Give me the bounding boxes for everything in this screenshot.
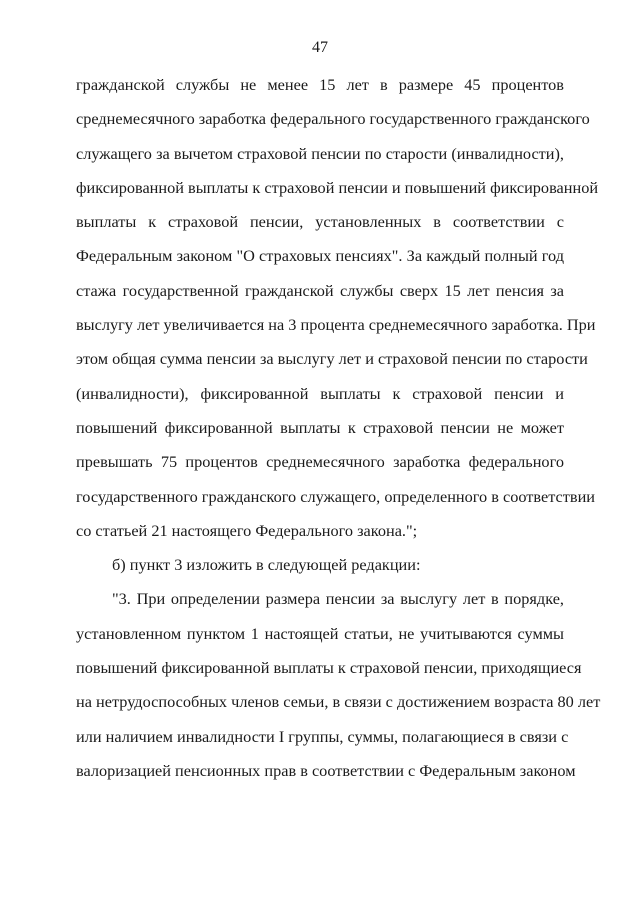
text-line-17: установленном пунктом 1 настоящей статьи, не учитываются суммы <box>76 623 564 643</box>
text-line-6: Федеральным законом "О страховых пенсиях". За каждый полный год <box>76 246 564 266</box>
text-line-12: превышать 75 процентов среднемесячного заработка федерального <box>76 452 564 472</box>
text-line-2: среднемесячного заработка федерального государственного гражданского <box>76 109 590 129</box>
text-line-14: со статьей 21 настоящего Федерального закона."; <box>76 520 418 540</box>
text-line-11: повышений фиксированной выплаты к страховой пенсии не может <box>76 417 564 437</box>
text-line-10: (инвалидности), фиксированной выплаты к страховой пенсии и <box>76 383 564 403</box>
text-line-3: служащего за вычетом страховой пенсии по старости (инвалидности), <box>76 143 564 163</box>
text-line-18: повышений фиксированной выплаты к страховой пенсии, приходящиеся <box>76 658 582 678</box>
text-line-4: фиксированной выплаты к страховой пенсии и повышений фиксированной <box>76 177 599 197</box>
text-line-5: выплаты к страховой пенсии, установленных в соответствии с <box>76 212 564 232</box>
text-line-21: валоризацией пенсионных прав в соответствии с Федеральным законом <box>76 760 576 780</box>
text-line-8: выслугу лет увеличивается на 3 процента среднемесячного заработка. При <box>76 315 596 335</box>
text-line-13: государственного гражданского служащего, определенного в соответствии <box>76 486 595 506</box>
text-line-20: или наличием инвалидности I группы, суммы, полагающиеся в связи с <box>76 726 569 746</box>
text-line-16: "3. При определении размера пенсии за выслугу лет в порядке, <box>112 589 564 609</box>
page-number: 47 <box>312 39 328 56</box>
text-line-1: гражданской службы не менее 15 лет в размере 45 процентов <box>76 75 564 94</box>
text-line-19: на нетрудоспособных членов семьи, в связи с достижением возраста 80 лет <box>76 692 601 712</box>
text-line-15: б) пункт 3 изложить в следующей редакции: <box>112 555 421 575</box>
document-body <box>76 68 601 788</box>
text-line-7: стажа государственной гражданской службы сверх 15 лет пенсия за <box>76 280 564 300</box>
text-line-9: этом общая сумма пенсии за выслугу лет и страховой пенсии по старости <box>76 349 588 369</box>
